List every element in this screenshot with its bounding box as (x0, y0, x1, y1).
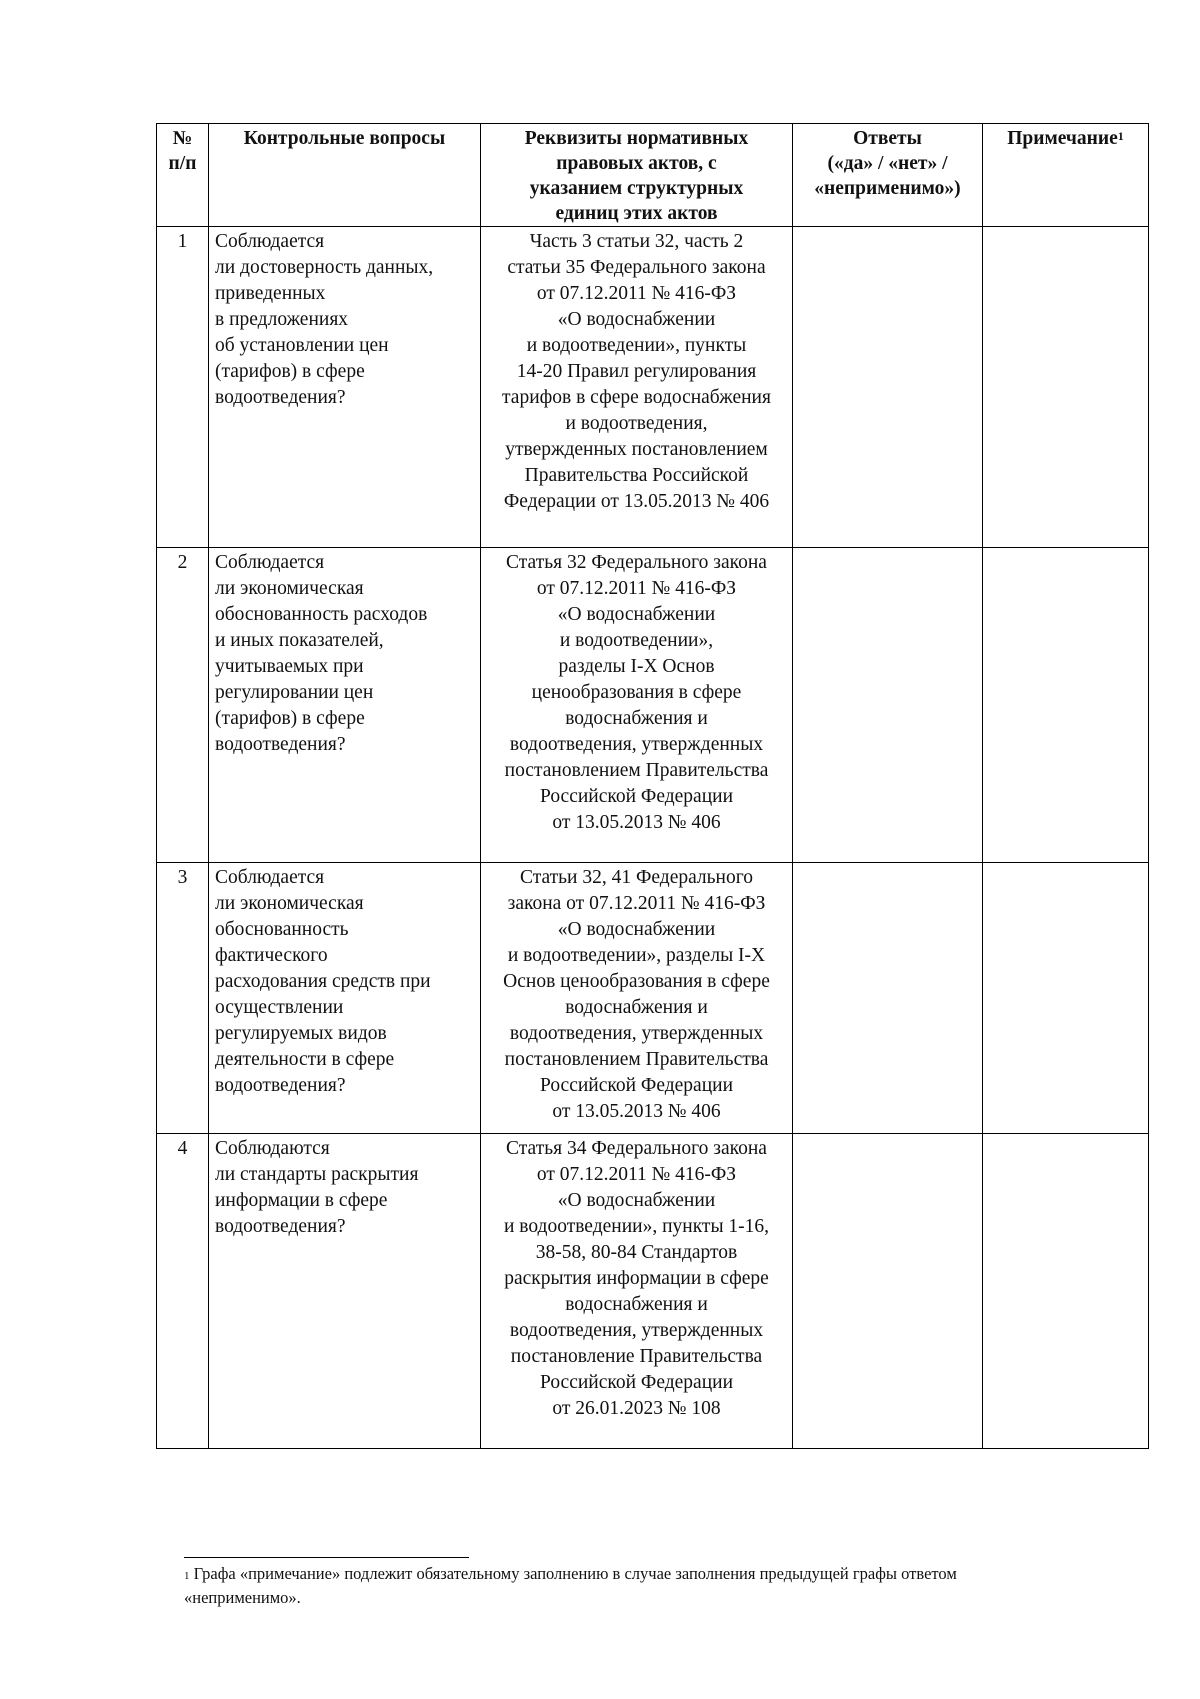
note-cell[interactable] (983, 863, 1149, 1134)
checklist-table (156, 123, 1149, 1449)
header-answers: Ответы («да» / «нет» / «неприменимо») (793, 124, 983, 227)
question-cell: Соблюдаются ли стандарты раскрытия информации в сфере водоотведения? (209, 1134, 481, 1449)
footnote-divider (184, 1557, 469, 1558)
reference-cell: Статья 32 Федерального закона от 07.12.2011 № 416-ФЗ «О водоснабжении и водоотведении», разделы I-X Основ ценообразования в сфере водоснабжения и водоотведения, утвержденных постановлением Правительства Российской Федерации от 13.05.2013 № 406 (481, 548, 793, 863)
table-row (157, 863, 1149, 1134)
table-row (157, 227, 1149, 548)
footnote-number: 1 (184, 1570, 190, 1582)
footnote (184, 1562, 1144, 1610)
answer-cell[interactable] (793, 227, 983, 548)
reference-cell: Статьи 32, 41 Федерального закона от 07.12.2011 № 416-ФЗ «О водоснабжении и водоотведении», разделы I-X Основ ценообразования в сфере водоснабжения и водоотведения, утвержденных постановлением Правительства Российской Федерации от 13.05.2013 № 406 (481, 863, 793, 1134)
row-number: 1 (157, 227, 209, 548)
note-cell[interactable] (983, 548, 1149, 863)
row-number: 2 (157, 548, 209, 863)
question-cell: Соблюдается ли экономическая обоснованность расходов и иных показателей, учитываемых при регулировании цен (тарифов) в сфере водоотведения? (209, 548, 481, 863)
reference-cell: Статья 34 Федерального закона от 07.12.2011 № 416-ФЗ «О водоснабжении и водоотведении», пункты 1-16, 38-58, 80-84 Стандартов раскрытия информации в сфере водоснабжения и водоотведения, утвержденных постановление Правительства Российской Федерации от 26.01.2023 № 108 (481, 1134, 793, 1449)
answer-cell[interactable] (793, 863, 983, 1134)
header-reference: Реквизиты нормативных правовых актов, с указанием структурных единиц этих актов (481, 124, 793, 227)
header-note: Примечание$^1$ (983, 124, 1149, 227)
table-row (157, 548, 1149, 863)
note-cell[interactable] (983, 227, 1149, 548)
answer-cell[interactable] (793, 1134, 983, 1449)
header-num: № п/п (157, 124, 209, 227)
footnote-text-line1: Графа «примечание» подлежит обязательному заполнению в случае заполнения предыдущей графы ответом (193, 1564, 957, 1583)
header-question: Контрольные вопросы (209, 124, 481, 227)
answer-cell[interactable] (793, 548, 983, 863)
footnote-mark: 1 (1117, 129, 1124, 143)
note-cell[interactable] (983, 1134, 1149, 1449)
row-number: 3 (157, 863, 209, 1134)
table-header-row (157, 124, 1149, 227)
reference-cell: Часть 3 статьи 32, часть 2 статьи 35 Федерального закона от 07.12.2011 № 416-ФЗ «О водоснабжении и водоотведении», пункты 14-20 Правил регулирования тарифов в сфере водоснабжения и водоотведения, утвержденных постановлением Правительства Российской Федерации от 13.05.2013 № 406 (481, 227, 793, 548)
footnote-text-line2: «неприменимо». (184, 1588, 301, 1607)
question-cell: Соблюдается ли достоверность данных, приведенных в предложениях об установлении цен (тарифов) в сфере водоотведения? (209, 227, 481, 548)
table-row (157, 1134, 1149, 1449)
question-cell: Соблюдается ли экономическая обоснованность фактического расходования средств при осуществлении регулируемых видов деятельности в сфере водоотведения? (209, 863, 481, 1134)
row-number: 4 (157, 1134, 209, 1449)
